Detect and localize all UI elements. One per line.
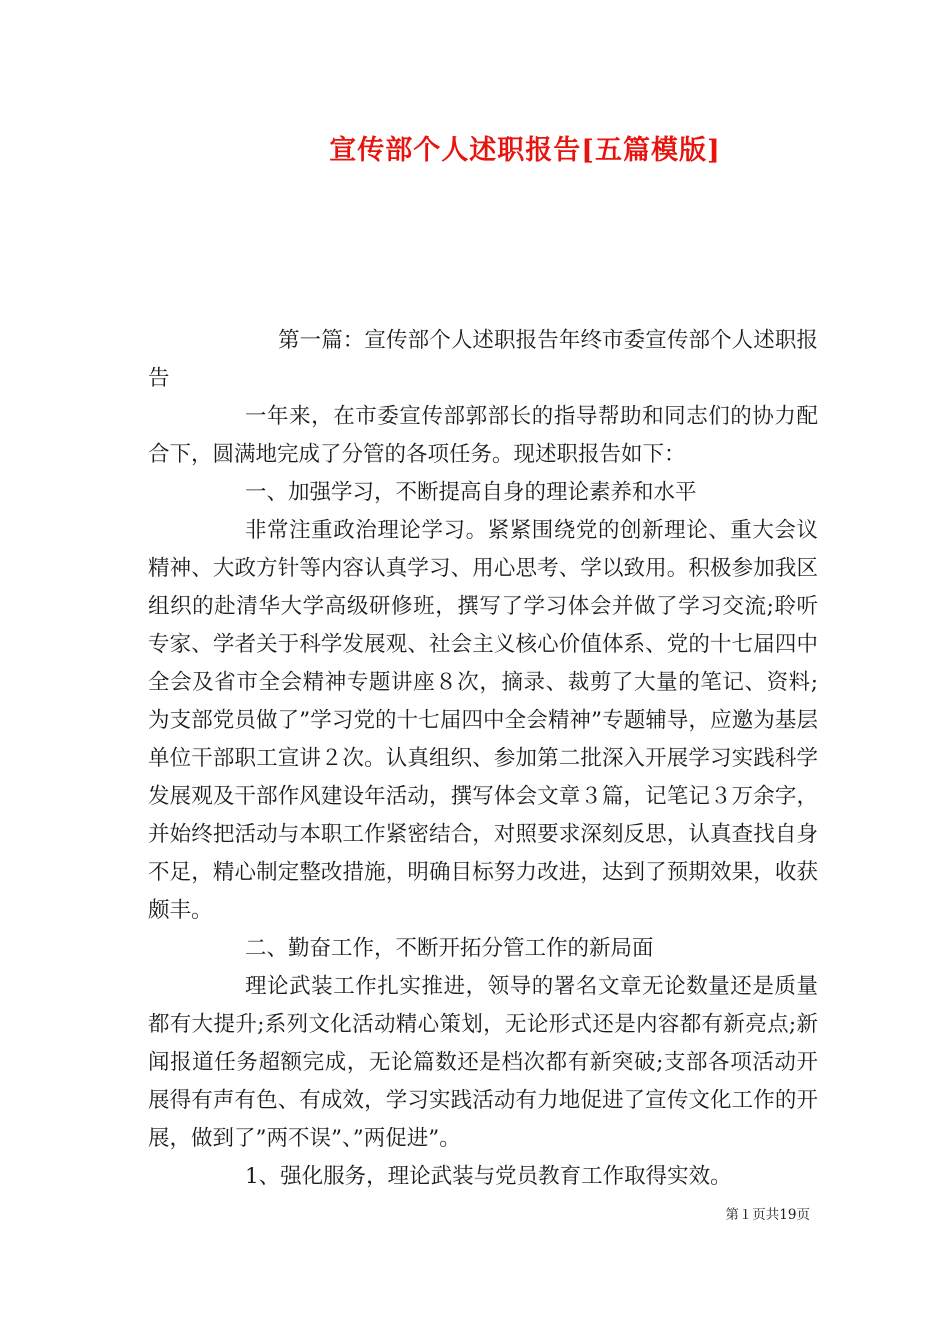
body-paragraph: 非常注重政治理论学习。紧紧围绕党的创新理论、重大会议精神、大政方针等内容认真学习、用心思考、学以致用。积极参加我区组织的赴清华大学高级研修班，撰写了学习体会并做了学习交流;聆听专家、学者关于科学发展观、社会主义核心价值体系、党的十七届四中全会及省市全会精神专题讲座８次，摘录、裁剪了大量的笔记、资料;为支部党员做了”学习党的十七届四中全会精神”专题辅导，应邀为基层单位干部职工宣讲２次。认真组织、参加第二批深入开展学习实践科学发展观及干部作风建设年活动，撰写体会文章３篇，记笔记３万余字，并始终把活动与本职工作紧密结合，对照要求深刻反思，认真查找自身不足，精心制定整改措施，明确目标努力改进，达到了预期效果，收获颇丰。	[148, 518, 818, 923]
section-subheading: 二、勤奋工作，不断开拓分管工作的新局面	[245, 936, 654, 961]
body-paragraph: 一年来，在市委宣传部郭部长的指导帮助和同志们的协力配合下，圆满地完成了分管的各项任务。现述职报告如下：	[148, 404, 818, 467]
document-title: 宣传部个人述职报告[五篇模版]	[329, 135, 721, 166]
section-subheading: 一、加强学习，不断提高自身的理论素养和水平	[245, 480, 697, 505]
page-number: 第１页共19页	[725, 1207, 810, 1223]
body-paragraph: 理论武装工作扎实推进，领导的署名文章无论数量还是质量都有大提升;系列文化活动精心策划，无论形式还是内容都有新亮点;新闻报道任务超额完成，无论篇数还是档次都有新突破;支部各项活动开展得有声有色、有成效，学习实践活动有力地促进了宣传文化工作的开展，做到了”两不误”、”两促进”。	[148, 974, 818, 1151]
list-item: 1、强化服务，理论武装与党员教育工作取得实效。	[245, 1164, 732, 1189]
document-body	[148, 322, 818, 1196]
section-heading: 第一篇：宣传部个人述职报告年终市委宣传部个人述职报告	[148, 328, 818, 391]
